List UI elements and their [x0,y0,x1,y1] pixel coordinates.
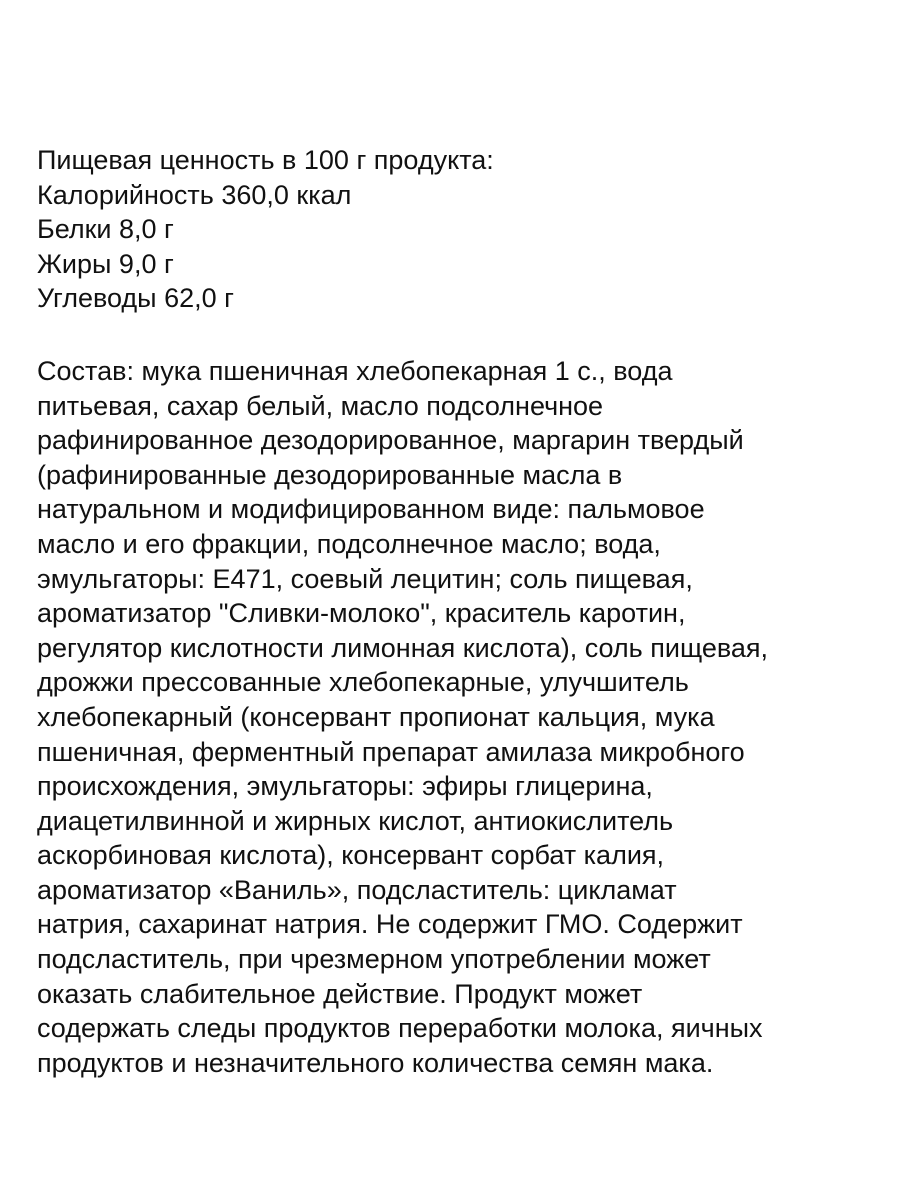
composition-line: ароматизатор «Ваниль», подсластитель: цикламат [37,874,677,905]
composition-line: содержать следы продуктов переработки молока, яичных [37,1013,763,1044]
product-label-text [37,143,887,1080]
composition-line: Состав: мука пшеничная хлебопекарная 1 с., вода [37,355,673,386]
composition-line: питьевая, сахар белый, масло подсолнечное [37,390,604,421]
composition-line: натрия, сахаринат натрия. Не содержит ГМО. Содержит [37,909,743,940]
ingredients-composition [37,354,887,1080]
composition-line: продуктов и незначительного количества семян мака. [37,1047,714,1078]
composition-line: происхождения, эмульгаторы: эфиры глицерина, [37,771,653,802]
composition-line: натуральном и модифицированном виде: пальмовое [37,494,705,525]
composition-line: регулятор кислотности лимонная кислота), соль пищевая, [37,632,769,663]
fat-line: Жиры 9,0 г [37,248,174,279]
composition-line: масло и его фракции, подсолнечное масло; вода, [37,528,661,559]
protein-line: Белки 8,0 г [37,214,174,245]
composition-line: хлебопекарный (консервант пропионат кальция, мука [37,701,715,732]
composition-line: диацетилвинной и жирных кислот, антиокислитель [37,805,674,836]
nutrition-facts [37,143,887,316]
composition-line: ароматизатор "Сливки-молоко", краситель каротин, [37,598,686,629]
carbs-line: Углеводы 62,0 г [37,283,234,314]
calories-line: Калорийность 360,0 ккал [37,179,352,210]
composition-line: рафинированное дезодорированное, маргарин твердый [37,425,744,456]
composition-line: аскорбиновая кислота), консервант сорбат калия, [37,840,665,871]
nutrition-heading: Пищевая ценность в 100 г продукта: [37,145,494,175]
composition-line: эмульгаторы: Е471, соевый лецитин; соль пищевая, [37,563,693,594]
composition-line: (рафинированные дезодорированные масла в [37,459,623,490]
composition-line: пшеничная, ферментный препарат амилаза микробного [37,736,745,767]
composition-line: дрожжи прессованные хлебопекарные, улучшитель [37,667,689,698]
composition-line: подсластитель, при чрезмерном употреблении может [37,944,711,975]
composition-line: оказать слабительное действие. Продукт может [37,978,643,1009]
